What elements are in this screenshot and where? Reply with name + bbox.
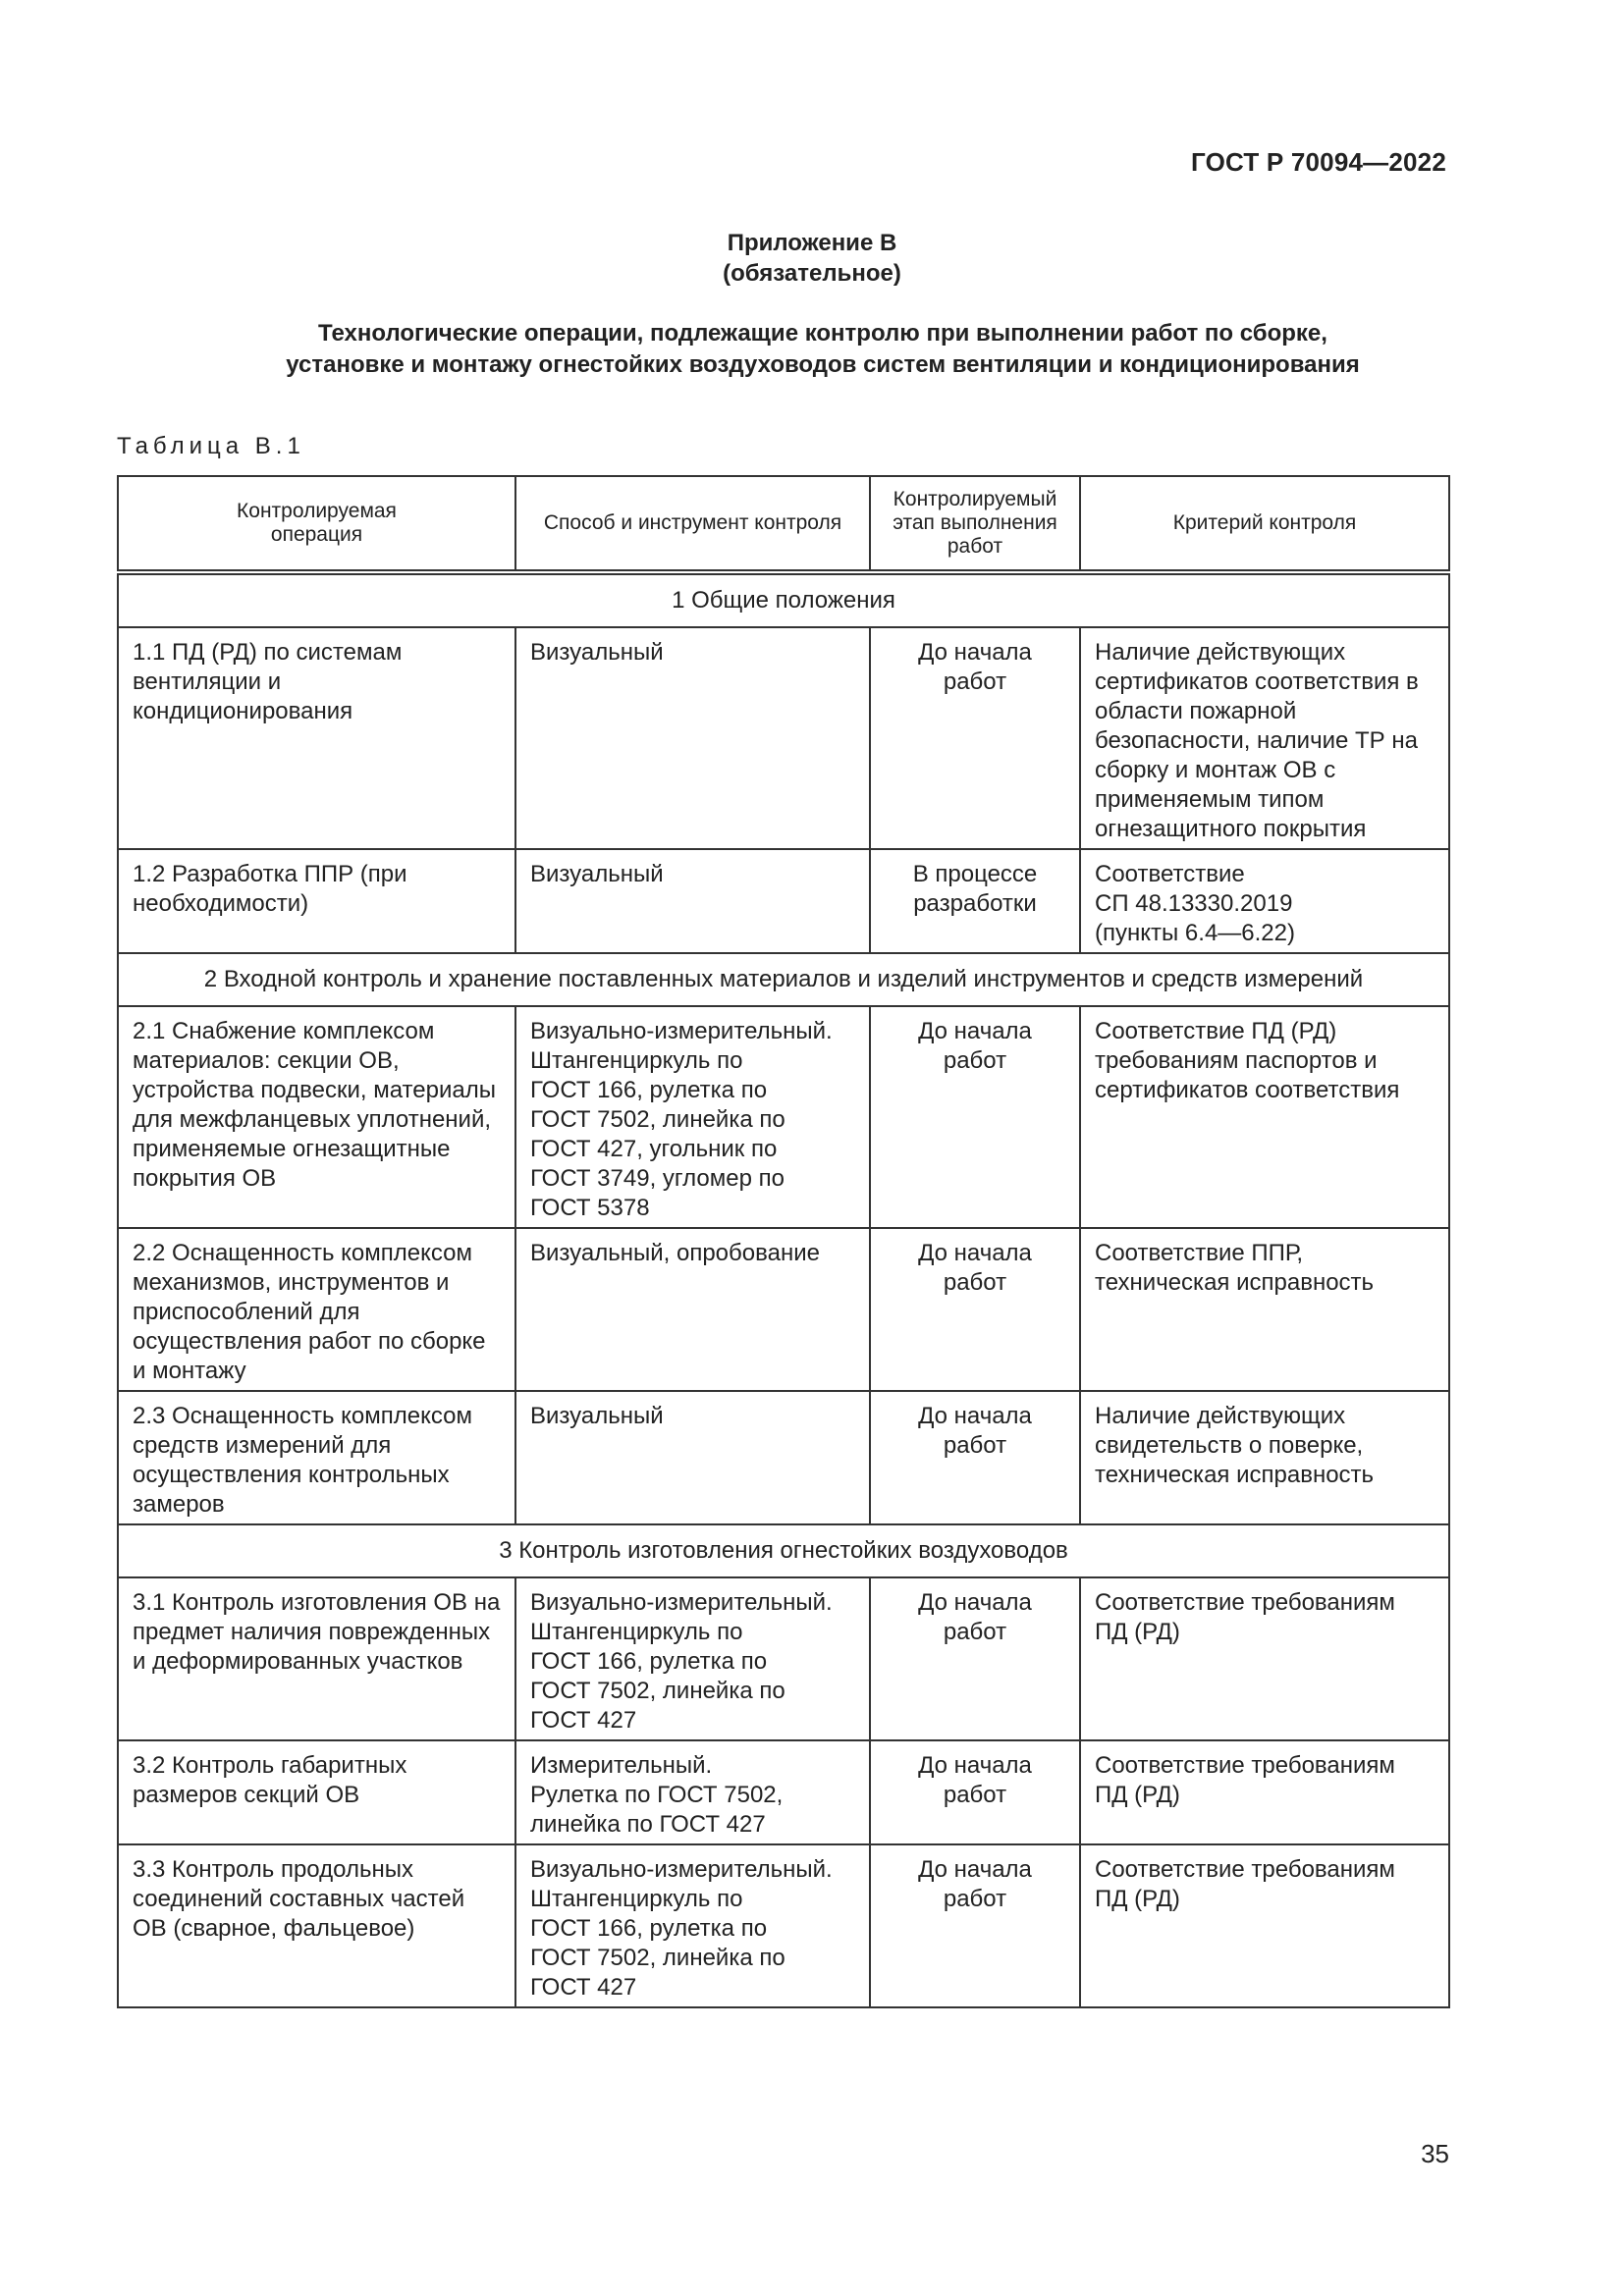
document-title-line-1: Технологические операции, подлежащие контролю при выполнении работ по сборке, <box>318 320 1327 347</box>
cell-stage: До начала работ <box>870 1844 1080 2007</box>
cell-operation: 1.1 ПД (РД) по системам вентиляции и кондиционирования <box>118 627 515 849</box>
header-operation: Контролируемая операция <box>118 476 515 572</box>
cell-stage: До начала работ <box>870 1577 1080 1740</box>
cell-stage: В процессе разработки <box>870 849 1080 953</box>
table-row <box>118 1577 1449 1740</box>
table-label: Таблица В.1 <box>117 433 305 459</box>
cell-criterion: Соответствие СП 48.13330.2019 (пункты 6.4—6.22) <box>1080 849 1449 953</box>
cell-method: Измерительный. Рулетка по ГОСТ 7502, линейка по ГОСТ 427 <box>515 1740 870 1844</box>
document-code: ГОСТ Р 70094—2022 <box>1191 147 1446 177</box>
cell-criterion: Соответствие ПД (РД) требованиям паспортов и сертификатов соответствия <box>1080 1006 1449 1228</box>
table-row <box>118 1740 1449 1844</box>
header-criterion: Критерий контроля <box>1080 476 1449 572</box>
cell-method: Визуальный, опробование <box>515 1228 870 1391</box>
cell-criterion: Соответствие требованиям ПД (РД) <box>1080 1740 1449 1844</box>
appendix-status: (обязательное) <box>723 260 901 287</box>
cell-method: Визуальный <box>515 627 870 849</box>
cell-operation: 3.3 Контроль продольных соединений составных частей ОВ (сварное, фальцевое) <box>118 1844 515 2007</box>
header-stage: Контролируемый этап выполнения работ <box>870 476 1080 572</box>
table-row <box>118 1006 1449 1228</box>
cell-criterion: Наличие действующих сертификатов соответствия в области пожарной безопасности, наличие ТР на сборку и монтаж ОВ с применяемым типом огнезащитного покрытия <box>1080 627 1449 849</box>
cell-method: Визуально-измерительный. Штангенциркуль по ГОСТ 166, рулетка по ГОСТ 7502, линейка по ГОСТ 427 <box>515 1844 870 2007</box>
document-title <box>0 318 1624 381</box>
section-title-2: 2 Входной контроль и хранение поставленных материалов и изделий инструментов и средств измерений <box>118 953 1449 1006</box>
cell-stage: До начала работ <box>870 1391 1080 1524</box>
cell-operation: 3.2 Контроль габаритных размеров секций ОВ <box>118 1740 515 1844</box>
cell-operation: 2.2 Оснащенность комплексом механизмов, инструментов и приспособлений для осуществления работ по сборке и монтажу <box>118 1228 515 1391</box>
section-row <box>118 953 1449 1006</box>
cell-criterion: Соответствие ППР, техническая исправность <box>1080 1228 1449 1391</box>
cell-stage: До начала работ <box>870 1006 1080 1228</box>
table-row <box>118 1391 1449 1524</box>
section-row <box>118 1524 1449 1577</box>
document-title-line-2: установке и монтажу огнестойких воздуховодов систем вентиляции и кондиционирования <box>286 351 1360 378</box>
section-title-3: 3 Контроль изготовления огнестойких воздуховодов <box>118 1524 1449 1577</box>
table-row <box>118 1228 1449 1391</box>
table-row <box>118 627 1449 849</box>
control-table-container <box>117 475 1448 2008</box>
section-row <box>118 572 1449 627</box>
appendix-title: Приложение В <box>727 230 897 256</box>
cell-operation: 2.3 Оснащенность комплексом средств измерений для осуществления контрольных замеров <box>118 1391 515 1524</box>
cell-operation: 1.2 Разработка ППР (при необходимости) <box>118 849 515 953</box>
section-title-1: 1 Общие положения <box>118 572 1449 627</box>
cell-stage: До начала работ <box>870 627 1080 849</box>
cell-stage: До начала работ <box>870 1740 1080 1844</box>
table-row <box>118 1844 1449 2007</box>
cell-method: Визуально-измерительный. Штангенциркуль по ГОСТ 166, рулетка по ГОСТ 7502, линейка по ГОСТ 427, угольник по ГОСТ 3749, угломер по ГОСТ 5378 <box>515 1006 870 1228</box>
cell-stage: До начала работ <box>870 1228 1080 1391</box>
cell-criterion: Соответствие требованиям ПД (РД) <box>1080 1844 1449 2007</box>
cell-criterion: Соответствие требованиям ПД (РД) <box>1080 1577 1449 1740</box>
cell-operation: 3.1 Контроль изготовления ОВ на предмет наличия поврежденных и деформированных участков <box>118 1577 515 1740</box>
cell-method: Визуальный <box>515 1391 870 1524</box>
cell-method: Визуально-измерительный. Штангенциркуль по ГОСТ 166, рулетка по ГОСТ 7502, линейка по ГОСТ 427 <box>515 1577 870 1740</box>
appendix-heading <box>0 228 1624 289</box>
table-header-row <box>118 476 1449 572</box>
control-table <box>117 475 1450 2008</box>
cell-method: Визуальный <box>515 849 870 953</box>
header-method: Способ и инструмент контроля <box>515 476 870 572</box>
table-row <box>118 849 1449 953</box>
cell-criterion: Наличие действующих свидетельств о поверке, техническая исправность <box>1080 1391 1449 1524</box>
cell-operation: 2.1 Снабжение комплексом материалов: секции ОВ, устройства подвески, материалы для межфланцевых уплотнений, применяемые огнезащитные покрытия ОВ <box>118 1006 515 1228</box>
page-number: 35 <box>1421 2139 1449 2168</box>
